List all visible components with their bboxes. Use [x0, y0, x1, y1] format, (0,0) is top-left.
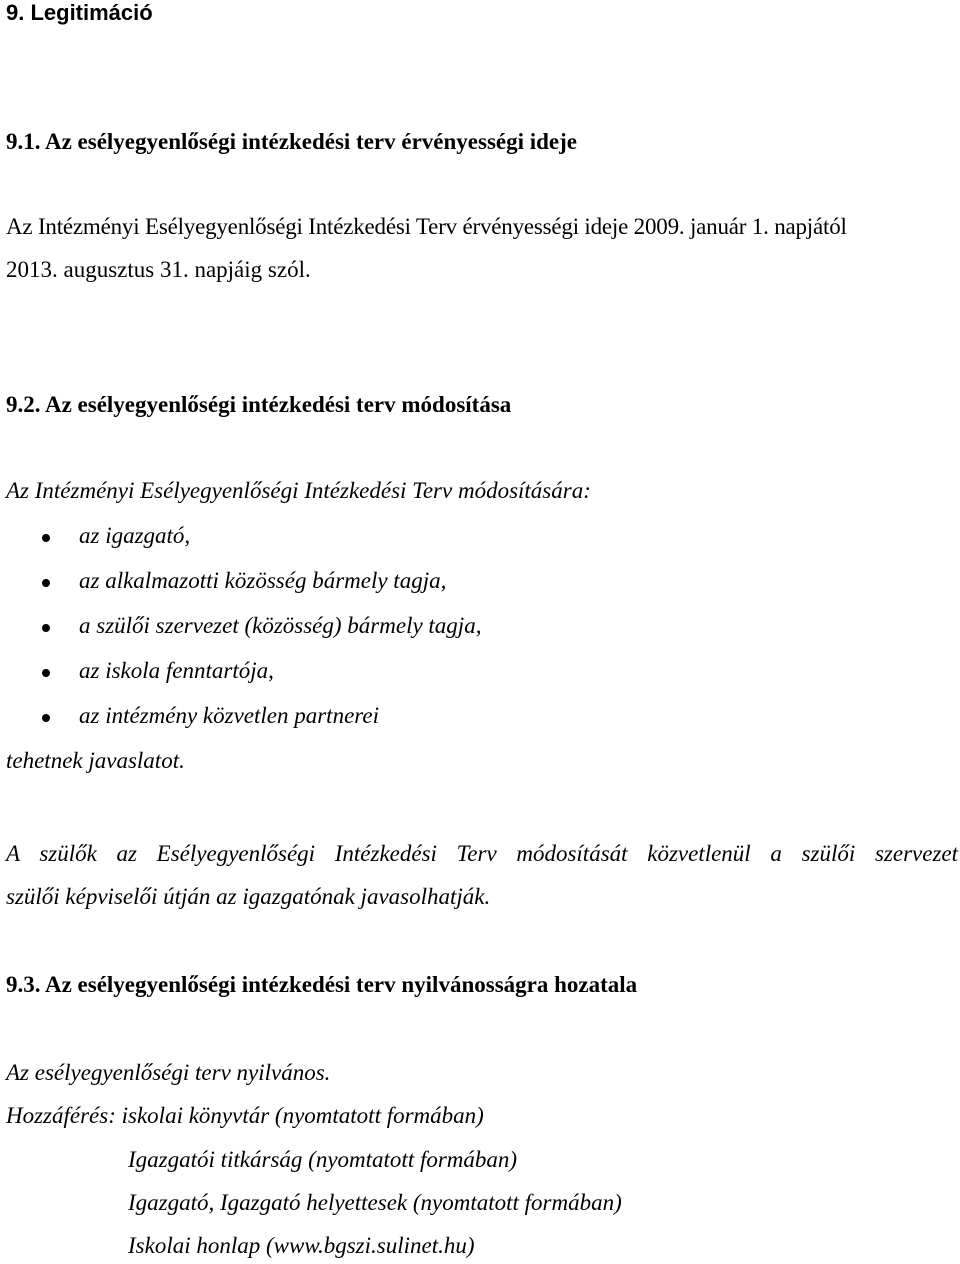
bullet-icon: [42, 624, 50, 632]
bullet-icon: [42, 669, 50, 677]
bullet-icon: [42, 714, 50, 722]
list-item-text: az iskola fenntartója,: [79, 658, 274, 683]
section-2-title: 9.2. Az esélyegyenlőségi intézkedési terv módosítása: [6, 392, 512, 417]
list-item-text: az igazgató,: [79, 523, 191, 548]
section-3-text-line-1: Az esélyegyenlőségi terv nyilvános.: [6, 1060, 331, 1085]
section-2-paragraph-line-1: A szülők az Esélyegyenlőségi Intézkedési Terv módosítását közvetlenül a szülői szervezet: [6, 841, 958, 866]
section-3-access-item: Igazgatói titkárság (nyomtatott formában): [128, 1147, 518, 1172]
section-2-paragraph-line-2: szülői képviselői útján az igazgatónak javasolhatják.: [6, 884, 491, 909]
bullet-icon: [42, 579, 50, 587]
list-item-text: az intézmény közvetlen partnerei: [79, 703, 379, 728]
section-1-title: 9.1. Az esélyegyenlőségi intézkedési terv érvényességi ideje: [6, 129, 578, 154]
section-2-outro: tehetnek javaslatot.: [6, 748, 185, 773]
section-3-access-line: Hozzáférés: iskolai könyvtár (nyomtatott formában): [6, 1103, 484, 1128]
section-1-text-line-2: 2013. augusztus 31. napjáig szól.: [6, 257, 311, 282]
section-3-access-item: Igazgató, Igazgató helyettesek (nyomtatott formában): [128, 1190, 622, 1215]
section-1-text-line-1: Az Intézményi Esélyegyenlőségi Intézkedési Terv érvényességi ideje 2009. január 1. napjától: [6, 214, 847, 239]
list-item-text: az alkalmazotti közösség bármely tagja,: [79, 568, 447, 593]
page-heading: 9. Legitimáció: [6, 0, 153, 25]
section-3-access-item: Iskolai honlap (www.bgszi.sulinet.hu): [128, 1233, 475, 1258]
section-2-intro: Az Intézményi Esélyegyenlőségi Intézkedési Terv módosítására:: [6, 478, 591, 503]
section-3-title: 9.3. Az esélyegyenlőségi intézkedési terv nyilvánosságra hozatala: [6, 972, 638, 997]
list-item-text: a szülői szervezet (közösség) bármely tagja,: [79, 613, 482, 638]
bullet-icon: [42, 534, 50, 542]
